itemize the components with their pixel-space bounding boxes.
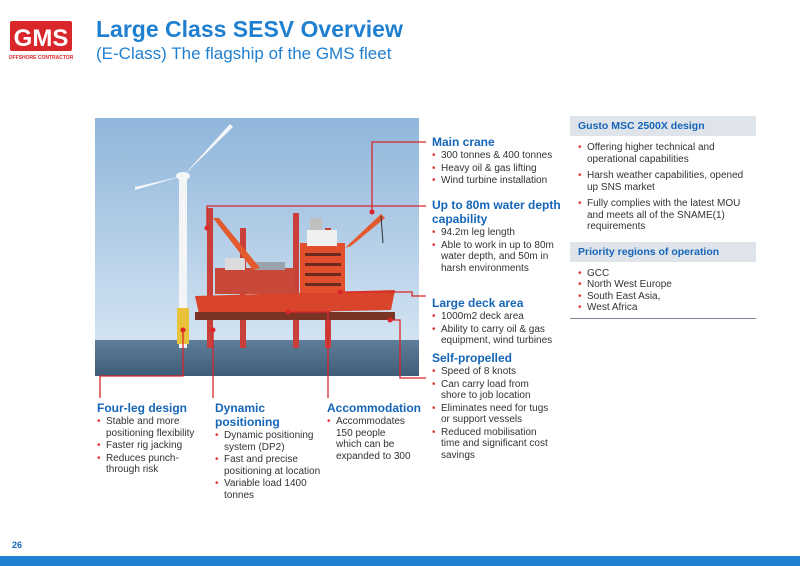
- feature-item: • Accommodates 150 people which can be expanded to 300: [327, 416, 413, 462]
- panel-item: • North West Europe: [578, 279, 752, 291]
- feature-item: • Eliminates need for tugs or support vessels: [432, 403, 552, 426]
- design-panel: [570, 116, 756, 319]
- gms-logo: [8, 20, 74, 62]
- feature-title: Self-propelled: [432, 351, 513, 365]
- feature-deck-area: [432, 296, 562, 347]
- page-subtitle: (E-Class) The flagship of the GMS fleet: [96, 44, 392, 63]
- feature-item: • Wind turbine installation: [432, 175, 572, 187]
- feature-item: • 1000m2 deck area: [432, 311, 562, 323]
- feature-item: • 300 tonnes & 400 tonnes: [432, 150, 572, 162]
- logo-text: GMS: [13, 25, 69, 52]
- panel-divider: [570, 318, 756, 319]
- feature-title: Up to 80m water depth capability: [432, 198, 561, 226]
- panel-item: • Offering higher technical and operational capabilities: [578, 142, 752, 165]
- feature-item: • 94.2m leg length: [432, 227, 564, 239]
- feature-accommodation: [327, 401, 427, 462]
- feature-title: Main crane: [432, 135, 495, 149]
- panel-item: • Harsh weather capabilities, opened up SNS market: [578, 170, 752, 193]
- feature-item: • Fast and precise positioning at location: [215, 454, 321, 477]
- page-number: 26: [12, 540, 23, 550]
- feature-item: • Faster rig jacking: [97, 440, 207, 452]
- feature-water-depth: [432, 198, 564, 274]
- feature-item: • Dynamic positioning system (DP2): [215, 430, 321, 453]
- panel-item: • West Africa: [578, 302, 752, 314]
- page-title: Large Class SESV Overview: [96, 16, 403, 42]
- panel-heading-regions: Priority regions of operation: [570, 242, 756, 262]
- feature-item: • Heavy oil & gas lifting: [432, 163, 572, 175]
- feature-item: • Speed of 8 knots: [432, 366, 552, 378]
- feature-dynamic-positioning: [215, 401, 321, 501]
- logo-tagline: OFFSHORE CONTRACTOR: [8, 55, 74, 61]
- feature-title: Large deck area: [432, 296, 524, 310]
- feature-item: • Variable load 1400 tonnes: [215, 478, 321, 501]
- feature-item: • Ability to carry oil & gas equipment, wind turbines: [432, 324, 562, 347]
- feature-title: Accommodation: [327, 401, 422, 415]
- panel-heading-design: Gusto MSC 2500X design: [570, 116, 756, 136]
- panel-item: • Fully complies with the latest MOU and meets all of the SNAME(1) requirements: [578, 198, 752, 233]
- panel-item: • GCC: [578, 268, 752, 280]
- feature-item: • Stable and more positioning flexibility: [97, 416, 207, 439]
- feature-title: Dynamic positioning: [215, 401, 280, 429]
- feature-four-leg: [97, 401, 207, 476]
- feature-item: • Can carry load from shore to job location: [432, 379, 552, 402]
- vessel-photo: [95, 118, 419, 376]
- feature-item: • Reduced mobilisation time and significant cost savings: [432, 427, 552, 462]
- panel-item: • South East Asia,: [578, 291, 752, 303]
- feature-main-crane: [432, 135, 572, 187]
- footer-bar: [0, 556, 800, 566]
- feature-item: • Reduces punch-through risk: [97, 453, 207, 476]
- feature-self-propelled: [432, 351, 552, 461]
- feature-item: • Able to work in up to 80m water depth, and 50m in harsh environments: [432, 240, 564, 275]
- feature-title: Four-leg design: [97, 401, 187, 415]
